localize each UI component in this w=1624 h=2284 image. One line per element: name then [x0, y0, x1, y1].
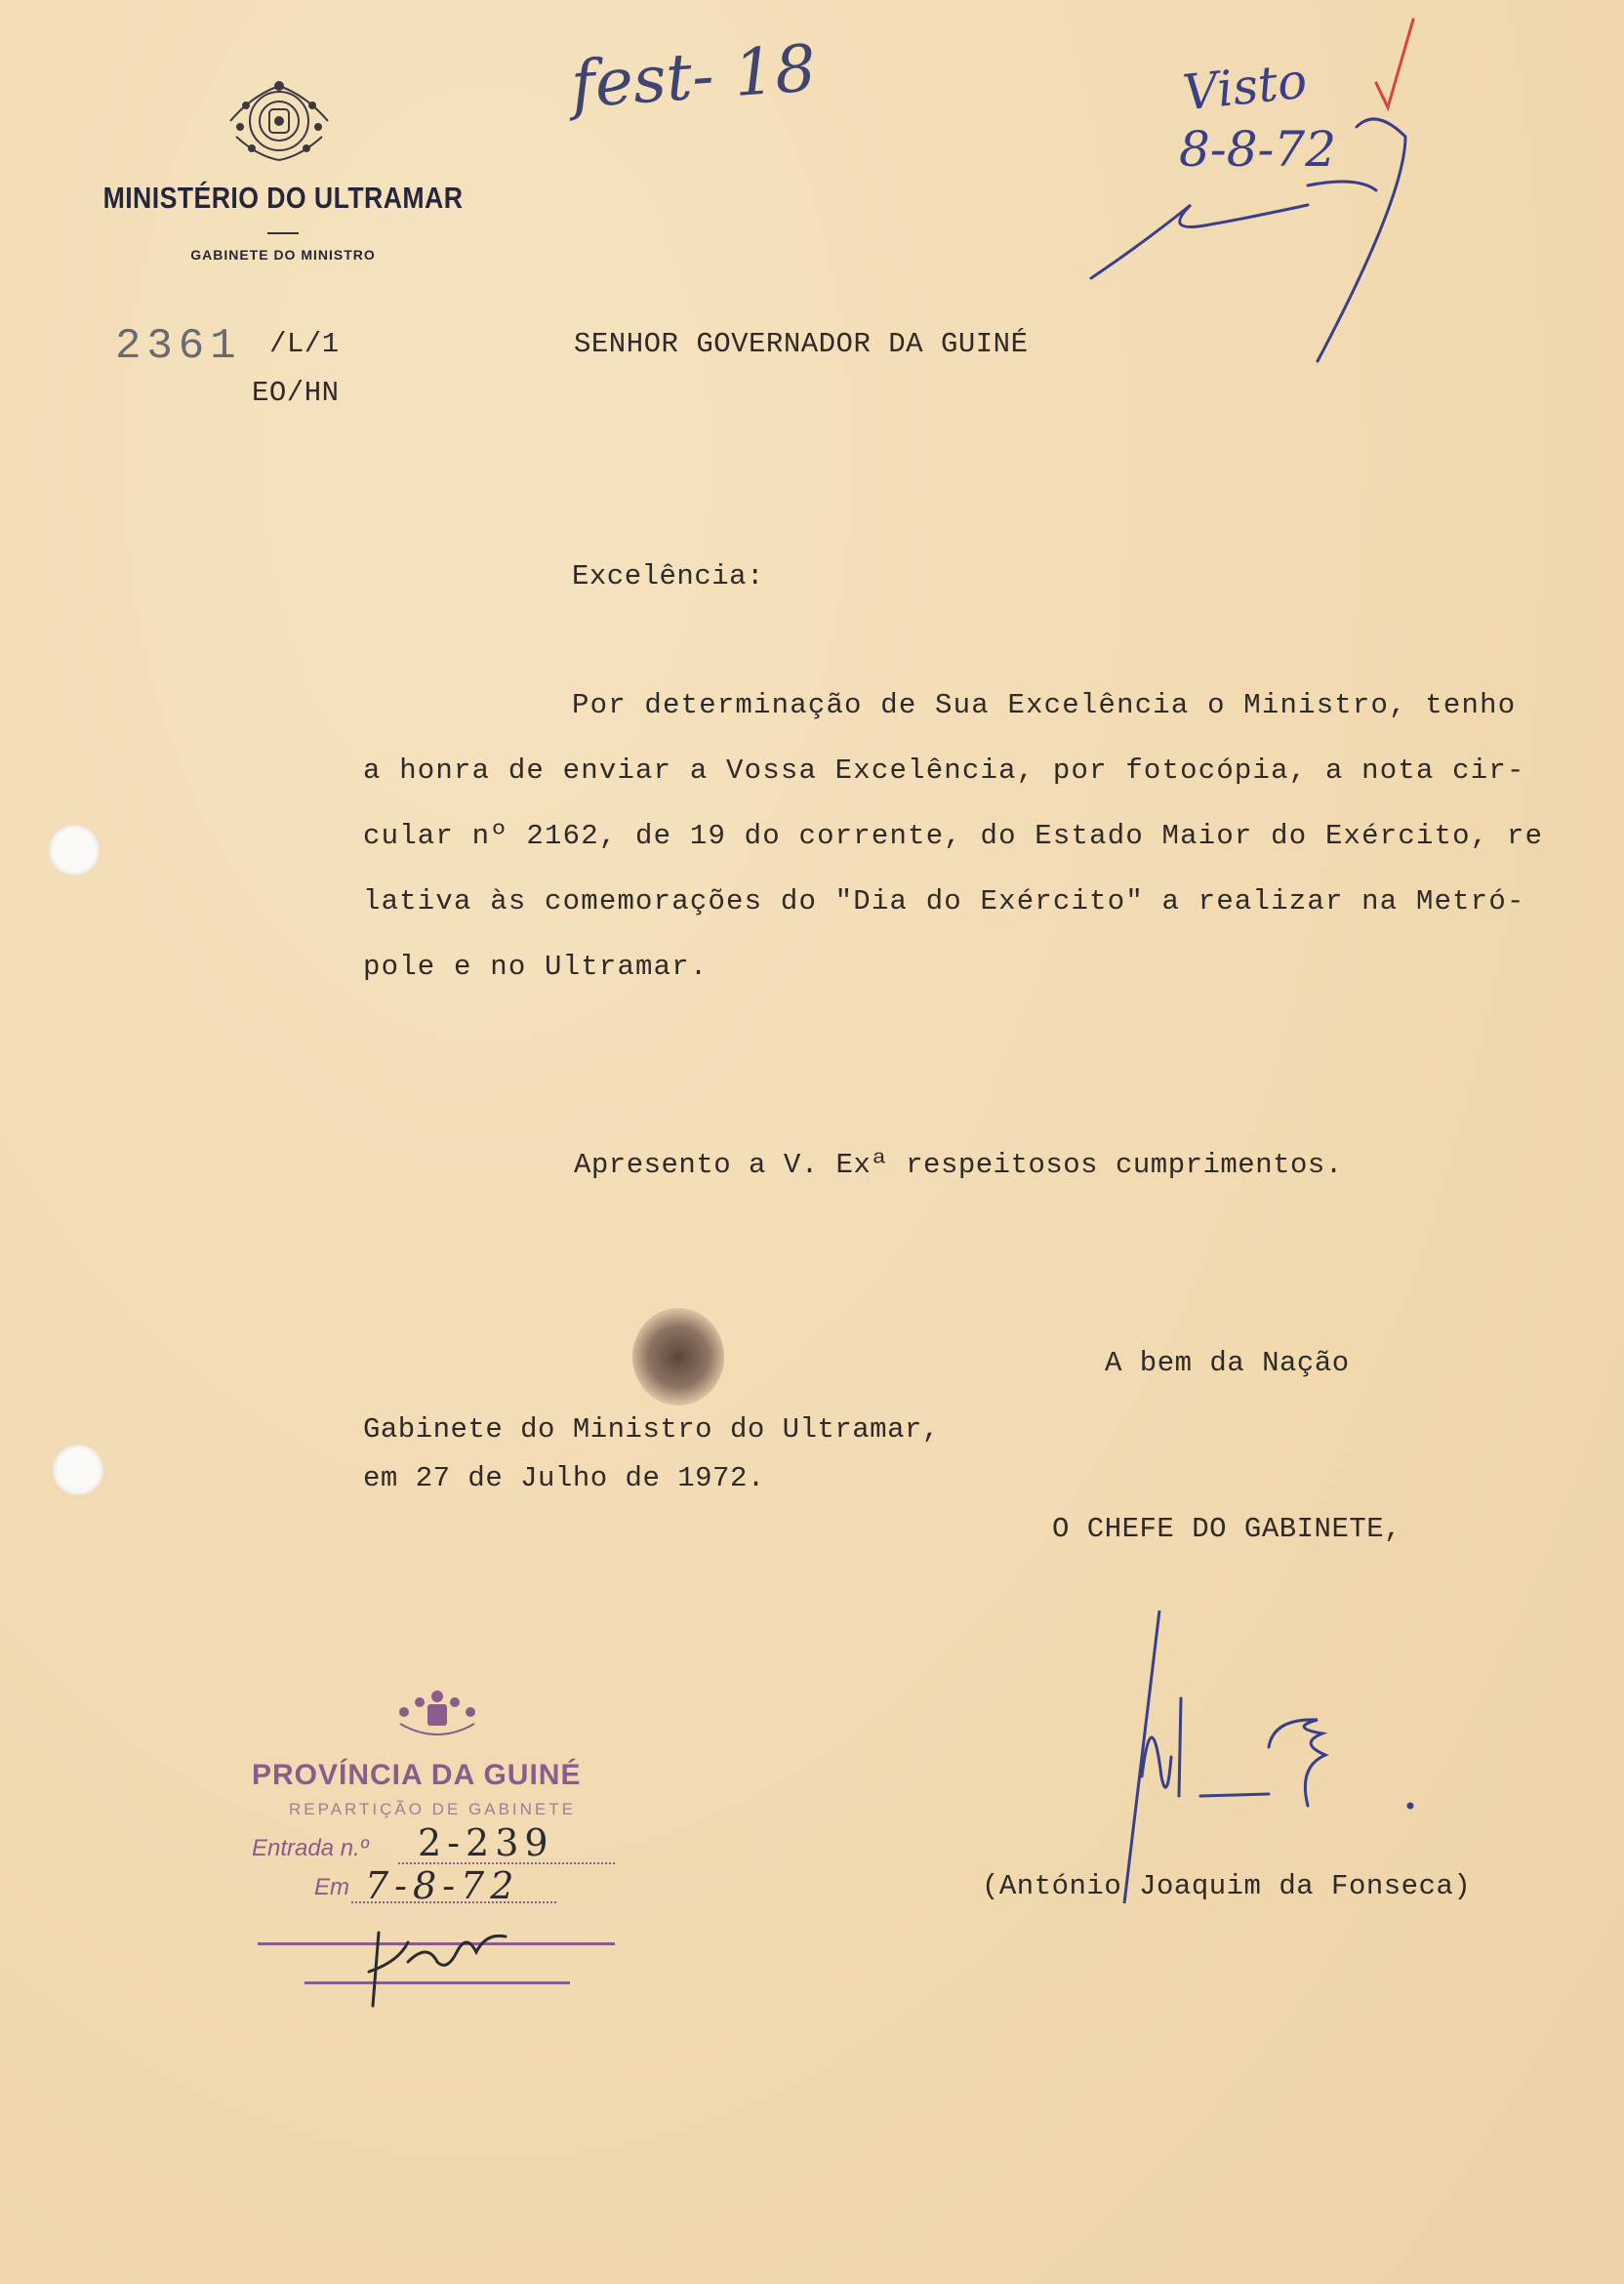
signature-icon [1103, 1611, 1425, 1903]
stamp-entry-label: Entrada n.º [252, 1835, 369, 1861]
stamp-province: PROVÍNCIA DA GUINÉ [252, 1759, 582, 1791]
signer-title: O CHEFE DO GABINETE, [1052, 1513, 1402, 1545]
stamp-signature-icon [310, 1913, 545, 2011]
signer-name: (António Joaquim da Fonseca) [982, 1870, 1472, 1902]
ink-blot [632, 1308, 724, 1406]
sign-off: A bem da Nação [1105, 1347, 1350, 1379]
stamp-department: REPARTIÇÃO DE GABINETE [289, 1800, 576, 1818]
body-line: Por determinação de Sua Excelência o Ministro, tenho [572, 689, 1517, 721]
stamp-emblem-icon [390, 1689, 484, 1747]
letterhead-divider [267, 232, 299, 234]
top-handwritten-note: fest- 18 [568, 30, 819, 123]
stamp-entry-value: 2-239 [418, 1821, 554, 1864]
ministry-name: MINISTÉRIO DO ULTRAMAR [102, 181, 464, 215]
visto-note: Visto [1180, 52, 1310, 122]
closing-line: Apresento a V. Exª respeitosos cumprimentos. [574, 1149, 1343, 1181]
office-name: GABINETE DO MINISTRO [190, 247, 376, 263]
coat-of-arms-icon [223, 76, 336, 166]
stamp-date-value: 7-8-72 [365, 1864, 520, 1907]
body-line: cular nº 2162, de 19 do corrente, do Estado Maior do Exército, re [363, 820, 1544, 852]
reference-number: 2361 [115, 322, 242, 371]
salutation: Excelência: [572, 560, 764, 592]
stamp-date-label: Em [314, 1874, 349, 1900]
body-line: a honra de enviar a Vossa Excelência, por fotocópia, a nota cir- [363, 755, 1525, 787]
date-line: em 27 de Julho de 1972. [363, 1462, 765, 1494]
punch-hole-bottom [53, 1445, 103, 1495]
place-line: Gabinete do Ministro do Ultramar, [363, 1413, 940, 1446]
addressee: SENHOR GOVERNADOR DA GUINÉ [574, 328, 1029, 360]
body-line: pole e no Ultramar. [363, 951, 709, 983]
body-line: lativa às comemorações do "Dia do Exército" a realizar na Metró- [363, 885, 1525, 918]
visto-initials-icon [1083, 0, 1435, 371]
visto-date: 8-8-72 [1179, 121, 1337, 178]
reference-suffix: /L/1 [269, 328, 340, 360]
punch-hole-top [49, 825, 100, 876]
reference-initials: EO/HN [252, 377, 340, 409]
